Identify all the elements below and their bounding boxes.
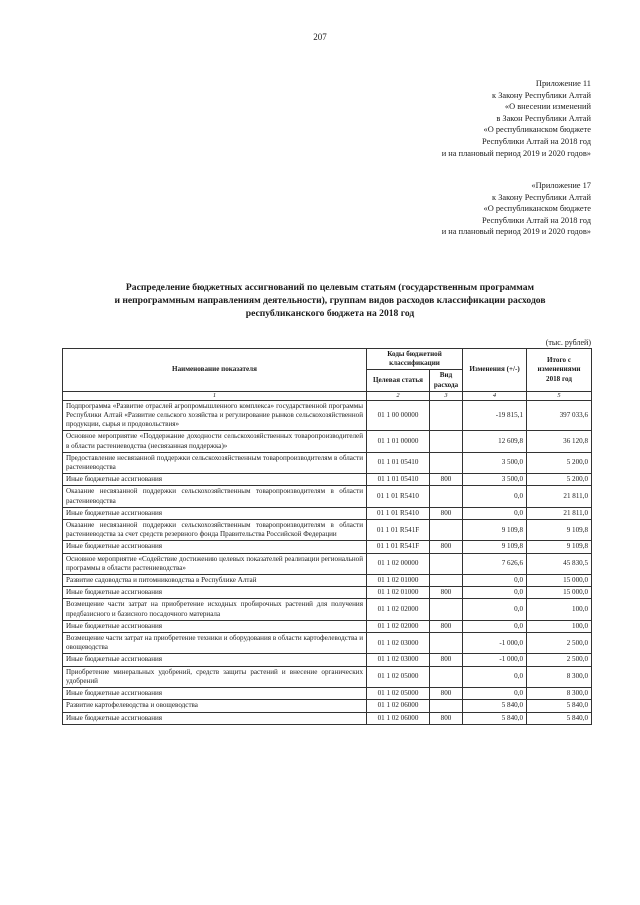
column-index: 4 [463,391,527,400]
appendix-line: к Закону Республики Алтай [492,90,591,100]
table-row [63,507,592,519]
row-target-article: 01 1 02 00000 [367,553,430,574]
row-expense-type [430,599,463,620]
row-target-article: 01 1 02 06000 [367,712,430,724]
appendix-line: «Приложение 17 [531,181,591,190]
table-row [63,587,592,599]
row-total: 397 033,6 [527,400,592,431]
row-target-article: 01 1 01 00000 [367,431,430,452]
row-total: 5 200,0 [527,452,592,473]
row-change: 9 109,8 [463,541,527,553]
row-target-article: 01 1 02 05000 [367,688,430,700]
row-change: -19 815,1 [463,400,527,431]
row-name: Возмещение части затрат на приобретение техники и оборудования в области картофелеводства и овощеводства [63,633,367,654]
table-row [63,633,592,654]
row-expense-type [430,452,463,473]
appendix-line: Приложение 11 [535,79,591,88]
row-expense-type: 800 [430,620,463,632]
table-row [63,712,592,724]
appendix-line: и на плановый период 2019 и 2020 годов» [441,148,591,158]
column-index: 5 [527,391,592,400]
row-change: -1 000,0 [463,654,527,666]
header-total: Итого с изменениями 2018 год [527,349,592,392]
row-expense-type: 800 [430,587,463,599]
row-target-article: 01 1 01 R541F [367,520,430,541]
table-row [63,575,592,587]
row-total: 5 840,0 [527,712,592,724]
title-line: Распределение бюджетных ассигнований по целевым статьям (государственным программам [125,282,535,293]
appendix-note-2 [442,180,591,238]
row-target-article: 01 1 02 01000 [367,575,430,587]
title-line: и непрограммным направлениям деятельности), группам видов расходов классификации расходов [114,294,546,306]
row-target-article: 01 1 02 06000 [367,700,430,712]
appendix-note-1 [442,78,591,159]
row-change: 3 500,0 [463,452,527,473]
table-row [63,599,592,620]
header-name: Наименование показателя [63,349,367,392]
row-name: Оказание несвязанной поддержки сельскохозяйственным товаропроизводителям в области растениеводства за счет средств резервного фонда Правительства Российской Федерации [63,520,367,541]
row-expense-type: 800 [430,474,463,486]
row-target-article: 01 1 01 05410 [367,474,430,486]
row-name: Иные бюджетные ассигнования [63,688,367,700]
row-change: 0,0 [463,507,527,519]
row-name: Иные бюджетные ассигнования [63,587,367,599]
row-total: 21 811,0 [527,507,592,519]
row-name: Приобретение минеральных удобрений, средств защиты растений и внесение органических удобрений [63,666,367,687]
row-target-article: 01 1 01 05410 [367,452,430,473]
row-expense-type [430,486,463,507]
row-expense-type: 800 [430,507,463,519]
header-expense-type: Вид расхода [430,370,463,391]
header-codes: Коды бюджетной классификации [367,349,463,370]
appendix-line: Республики Алтай на 2018 год [482,215,591,225]
row-target-article: 01 1 01 R5410 [367,486,430,507]
row-name: Иные бюджетные ассигнования [63,507,367,519]
column-index: 2 [367,391,430,400]
row-name: Иные бюджетные ассигнования [63,474,367,486]
row-total: 45 830,5 [527,553,592,574]
appendix-line: «О республиканском бюджете [483,204,591,214]
row-name: Основное мероприятие «Содействие достижению целевых показателей реализации региональной программы в области растениеводства» [63,553,367,574]
appendix-line: «О республиканском бюджете [483,125,591,135]
appendix-line: в Закон Республики Алтай [496,113,591,123]
page-number: 207 [313,32,327,42]
header-row [63,349,592,370]
row-name: Иные бюджетные ассигнования [63,712,367,724]
row-target-article: 01 1 01 R541F [367,541,430,553]
table-row [63,541,592,553]
row-total: 8 300,0 [527,666,592,687]
table-row [63,553,592,574]
row-name: Основное мероприятие «Поддержание доходности сельскохозяйственных товаропроизводителей в области растениеводства (несвязанная поддержка)» [63,431,367,452]
row-total: 100,0 [527,599,592,620]
table-row [63,520,592,541]
header-changes: Изменения (+/-) [463,349,527,392]
table-row [63,431,592,452]
row-expense-type [430,666,463,687]
row-change: 5 840,0 [463,700,527,712]
row-name: Иные бюджетные ассигнования [63,654,367,666]
row-total: 8 300,0 [527,688,592,700]
row-name: Развитие картофелеводства и овощеводства [63,700,367,712]
row-change: 0,0 [463,599,527,620]
table-row [63,654,592,666]
table-row [63,620,592,632]
row-total: 5 200,0 [527,474,592,486]
row-expense-type: 800 [430,688,463,700]
document-title [70,282,590,320]
row-expense-type [430,700,463,712]
row-change: 0,0 [463,575,527,587]
row-expense-type [430,575,463,587]
row-total: 9 109,8 [527,520,592,541]
row-target-article: 01 1 02 03000 [367,654,430,666]
table-row [63,474,592,486]
column-index: 1 [63,391,367,400]
column-index: 3 [430,391,463,400]
row-change: 0,0 [463,688,527,700]
row-change: 5 840,0 [463,712,527,724]
row-target-article: 01 1 02 03000 [367,633,430,654]
row-total: 5 840,0 [527,700,592,712]
row-name: Оказание несвязанной поддержки сельскохозяйственным товаропроизводителям в области растениеводства [63,486,367,507]
column-index-row [63,391,592,400]
row-target-article: 01 1 02 05000 [367,666,430,687]
row-name: Подпрограмма «Развитие отраслей агропромышленного комплекса» государственной программы Республики Алтай «Развитие сельского хозяйства и регулирование рынков сельскохозяйственной продукции, сырья и продовольствия» [63,400,367,431]
row-change: 7 626,6 [463,553,527,574]
table-row [63,486,592,507]
table-row [63,700,592,712]
row-target-article: 01 1 02 02000 [367,620,430,632]
row-expense-type: 800 [430,654,463,666]
row-change: 0,0 [463,587,527,599]
row-name: Возмещение части затрат на приобретение исходных пробирочных растений для получения предбазисного и базисного посадочного материала [63,599,367,620]
table-row [63,400,592,431]
appendix-line: «О внесении изменений [504,102,591,112]
row-change: 12 609,8 [463,431,527,452]
row-total: 9 109,8 [527,541,592,553]
row-total: 21 811,0 [527,486,592,507]
row-expense-type [430,553,463,574]
row-total: 15 000,0 [527,587,592,599]
row-change: 0,0 [463,620,527,632]
header-target-article: Целевая статья [367,370,430,391]
row-name: Предоставление несвязанной поддержки сельскохозяйственным товаропроизводителям в области растениеводства [63,452,367,473]
row-expense-type [430,520,463,541]
appendix-line: и на плановый период 2019 и 2020 годов» [441,227,591,237]
row-expense-type: 800 [430,541,463,553]
table-row [63,666,592,687]
table-body [63,400,592,724]
row-expense-type [430,431,463,452]
row-total: 100,0 [527,620,592,632]
row-change: 9 109,8 [463,520,527,541]
row-target-article: 01 1 00 00000 [367,400,430,431]
row-name: Иные бюджетные ассигнования [63,541,367,553]
row-target-article: 01 1 01 R5410 [367,507,430,519]
row-expense-type [430,400,463,431]
appendix-line: Республики Алтай на 2018 год [482,136,591,146]
row-total: 2 500,0 [527,654,592,666]
row-total: 15 000,0 [527,575,592,587]
row-target-article: 01 1 02 01000 [367,587,430,599]
appendix-line: к Закону Республики Алтай [492,192,591,202]
row-name: Иные бюджетные ассигнования [63,620,367,632]
row-change: 0,0 [463,666,527,687]
table-row [63,452,592,473]
row-total: 36 120,8 [527,431,592,452]
row-name: Развитие садоводства и питомниководства в Республике Алтай [63,575,367,587]
row-expense-type [430,633,463,654]
row-change: 3 500,0 [463,474,527,486]
row-change: 0,0 [463,486,527,507]
budget-table [62,348,592,725]
row-total: 2 500,0 [527,633,592,654]
title-line: республиканского бюджета на 2018 год [245,307,415,319]
units-note: (тыс. рублей) [545,338,591,347]
row-target-article: 01 1 02 02000 [367,599,430,620]
row-change: -1 000,0 [463,633,527,654]
row-expense-type: 800 [430,712,463,724]
table-row [63,688,592,700]
